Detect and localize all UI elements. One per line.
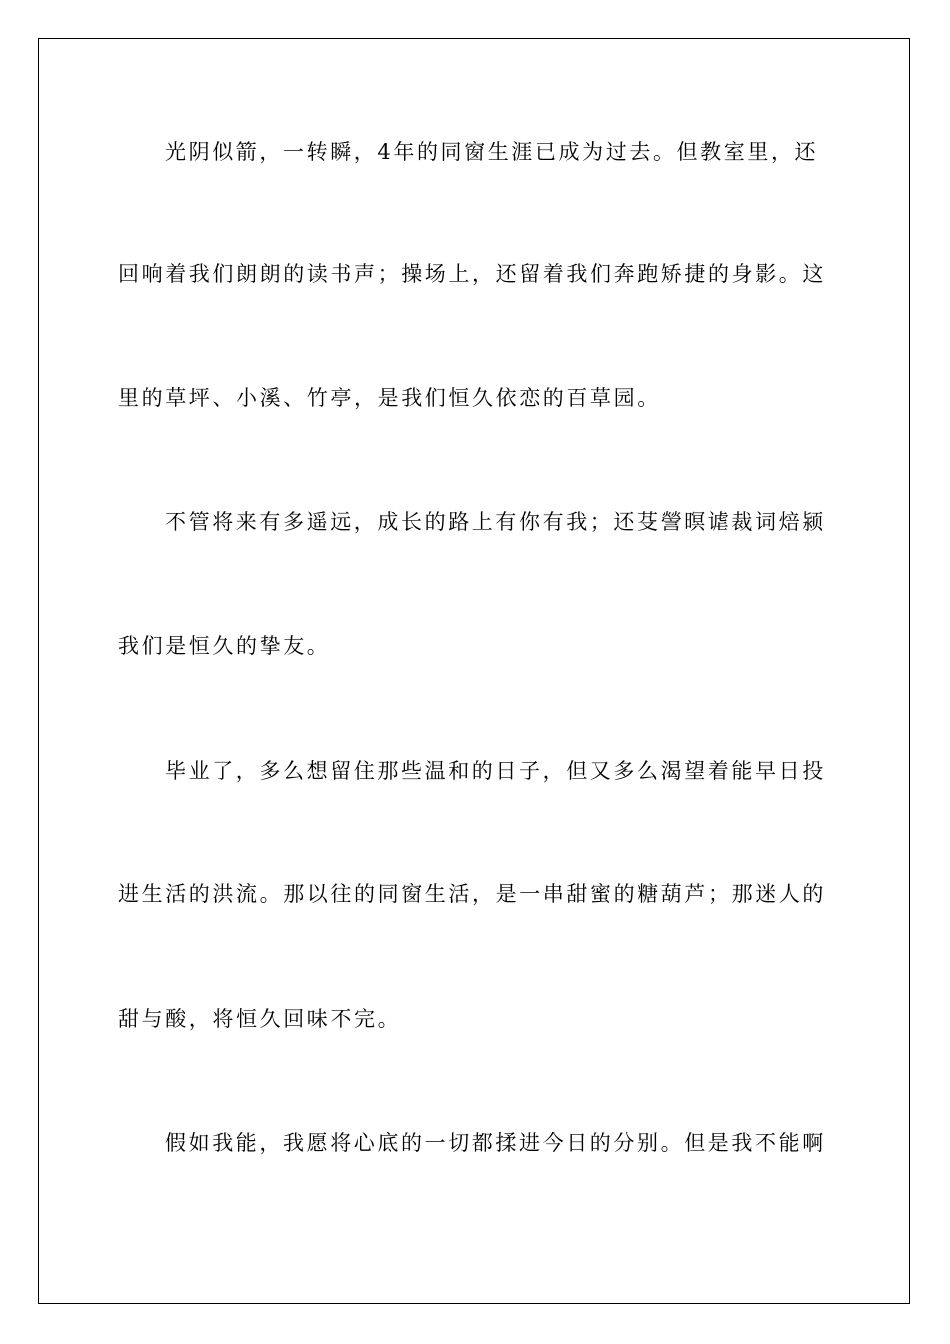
paragraph-4-line-1: 假如我能，我愿将心底的一切都揉进今日的分别。但是我不能啊	[165, 1131, 826, 1155]
paragraph-3-line-3: 甜与酸，将恒久回味不完。	[118, 1007, 402, 1031]
paragraph-1-line-3: 里的草坪、小溪、竹亭，是我们恒久依恋的百草园。	[118, 386, 661, 410]
page-border	[38, 38, 910, 1304]
paragraph-1-line-1: 光阴似箭，一转瞬，4年的同窗生涯已成为过去。但教室里，还	[165, 140, 819, 164]
paragraph-3-line-2: 进生活的洪流。那以往的同窗生活，是一串甜蜜的糖葫芦；那迷人的	[118, 882, 826, 906]
paragraph-1-line-2: 回响着我们朗朗的读书声；操场上，还留着我们奔跑矫捷的身影。这	[118, 262, 826, 286]
paragraph-2-line-1: 不管将来有多遥远，成长的路上有你有我；还芟謍暝谑裁词焙颍	[165, 510, 826, 534]
paragraph-3-line-1: 毕业了，多么想留住那些温和的日子，但又多么渴望着能早日投	[165, 759, 826, 783]
paragraph-2-line-2: 我们是恒久的挚友。	[118, 634, 331, 658]
